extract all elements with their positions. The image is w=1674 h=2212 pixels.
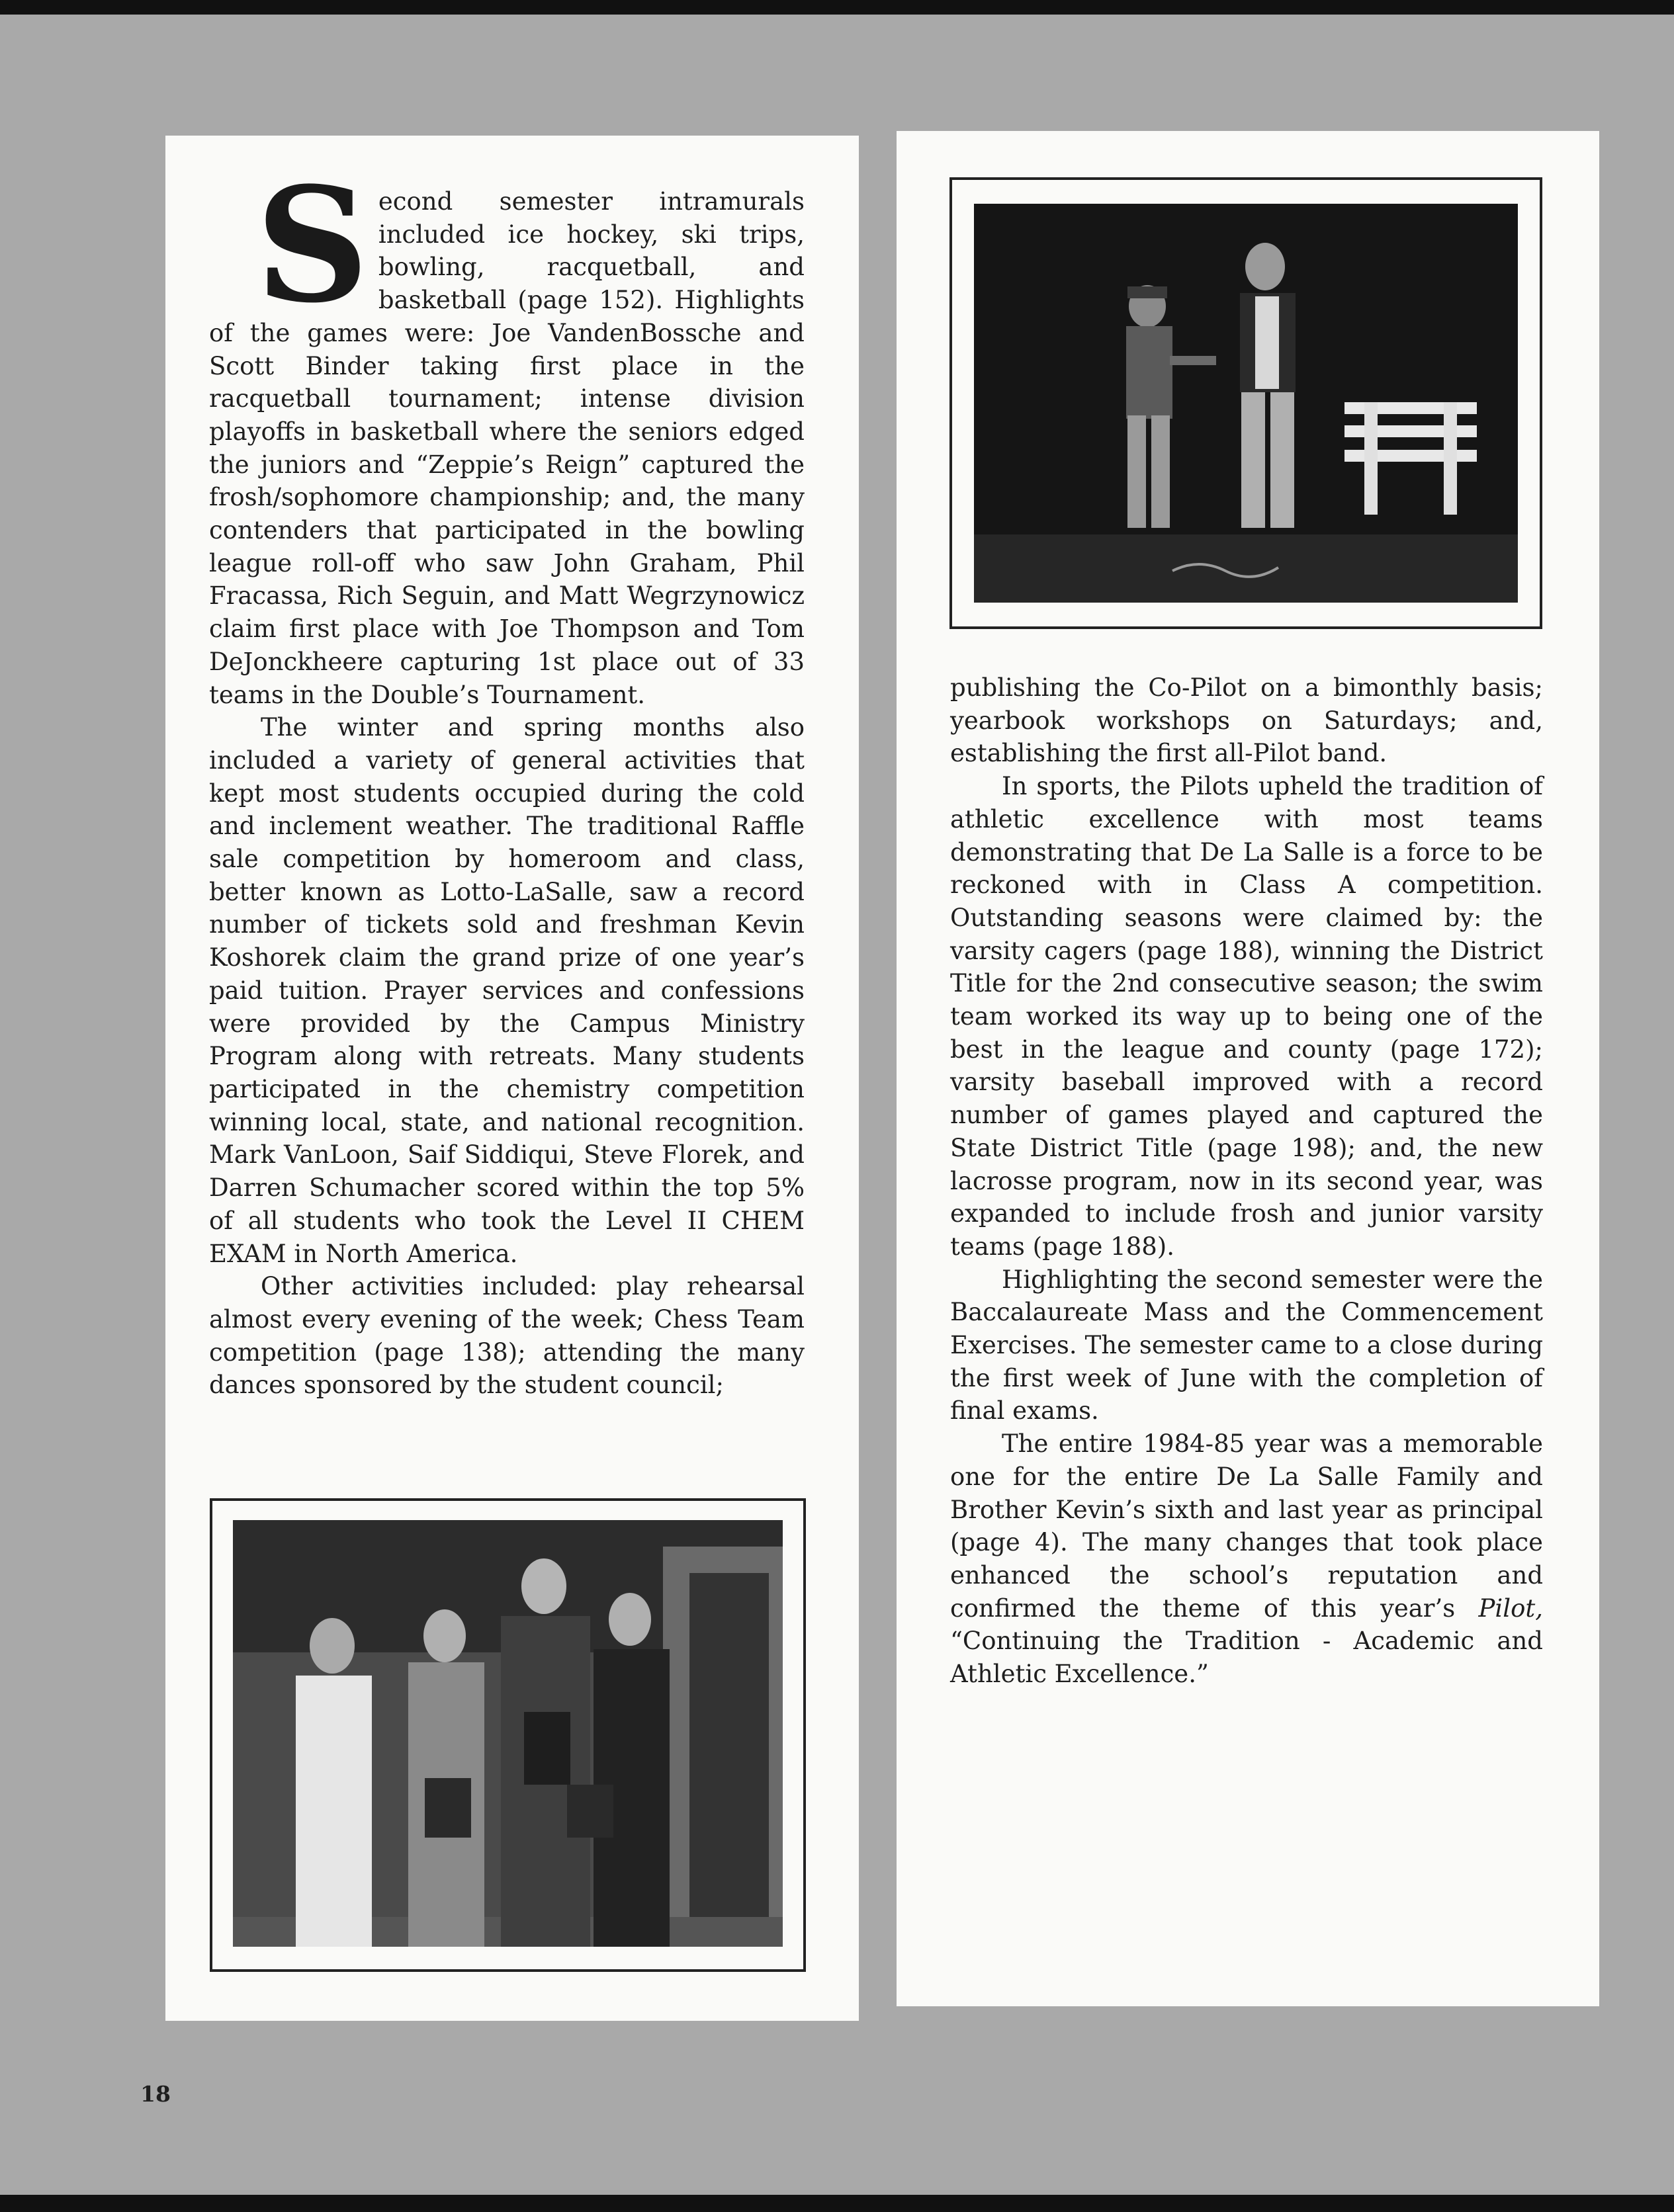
award-winners-photo [233,1520,783,1947]
scan-top-edge [0,0,1674,15]
second-semester-paragraph: Highlighting the second semester were the Baccalaureate Mass and the Commencement Exercises. The semester came to a close during the first week of June with the completion of final exams. [950,1265,1543,1425]
stage-rehearsal-photo [974,204,1518,603]
sports-paragraph: In sports, the Pilots upheld the tradition of athletic excellence with most teams demonstrating that De La Salle is a force to be reckoned with in Class A competition. Outstanding seasons were claimed by: the varsity cagers (page 188), winning the District Title for the 2nd consecutive season; the swim team worked its way up to being one of the best in the league and county (page 172); varsity baseball improved with a record number of games played and captured the State District Title (page 198); and, the new lacrosse program, now in its second year, was expanded to include frosh and junior varsity teams (page 188). [950,772,1543,1261]
pilot-title: Pilot, [1478,1594,1543,1623]
closing-text-start: The entire 1984-85 year was a memorable one for the entire De La Salle Family and Brother Kevin’s sixth and last year as principal (page 4). The many changes that took place enhanced the school’s reputation and confirmed the theme of this year’s [950,1429,1543,1623]
intro-paragraph [209,153,805,711]
left-column-text [209,153,805,1402]
continued-paragraph: publishing the Co-Pilot on a bimonthly basis; yearbook workshops on Saturdays; and, establishing the first all-Pilot band. [950,673,1543,768]
closing-paragraph [950,1427,1543,1691]
right-column-text [950,671,1543,1691]
page-number: 18 [140,2081,171,2107]
intro-paragraph-text: econd semester intramurals included ice hockey, ski trips, bowling, racquetball, and basketball (page 152). Highlights of the games were: Joe VandenBossche and Scott Binder taking first place in the racquetball tournament; intense division playoffs in basketball where the seniors edged the juniors and “Zeppie’s Reign” captured the frosh/sophomore championship; and, the many contenders that participated in the bowling league roll-off who saw John Graham, Phil Fracassa, Rich Seguin, and Matt Wegrzynowicz claim first place with Joe Thompson and Tom DeJonckheere capturing 1st place out of 33 teams in the Double’s Tournament. [209,187,805,709]
closing-text-end: “Continuing the Tradition - Academic and Athletic Excellence.” [950,1627,1543,1689]
scan-bottom-edge [0,2195,1674,2212]
drop-cap: S [255,153,369,338]
other-activities-paragraph: Other activities included: play rehearsal almost every evening of the week; Chess Team competition (page 138); attending the many dances sponsored by the student council; [209,1272,805,1400]
activities-paragraph: The winter and spring months also included a variety of general activities that kept most students occupied during the cold and inclement weather. The traditional Raffle sale competition by homeroom and class, better known as Lotto-LaSalle, saw a record number of tickets sold and freshman Kevin Koshorek claim the grand prize of one year’s paid tuition. Prayer services and confessions were provided by the Campus Ministry Program along with retreats. Many students participated in the chemistry competition winning local, state, and national recognition. Mark VanLoon, Saif Siddiqui, Steve Florek, and Darren Schumacher scored within the top 5% of all students who took the Level II CHEM EXAM in North America. [209,713,805,1268]
